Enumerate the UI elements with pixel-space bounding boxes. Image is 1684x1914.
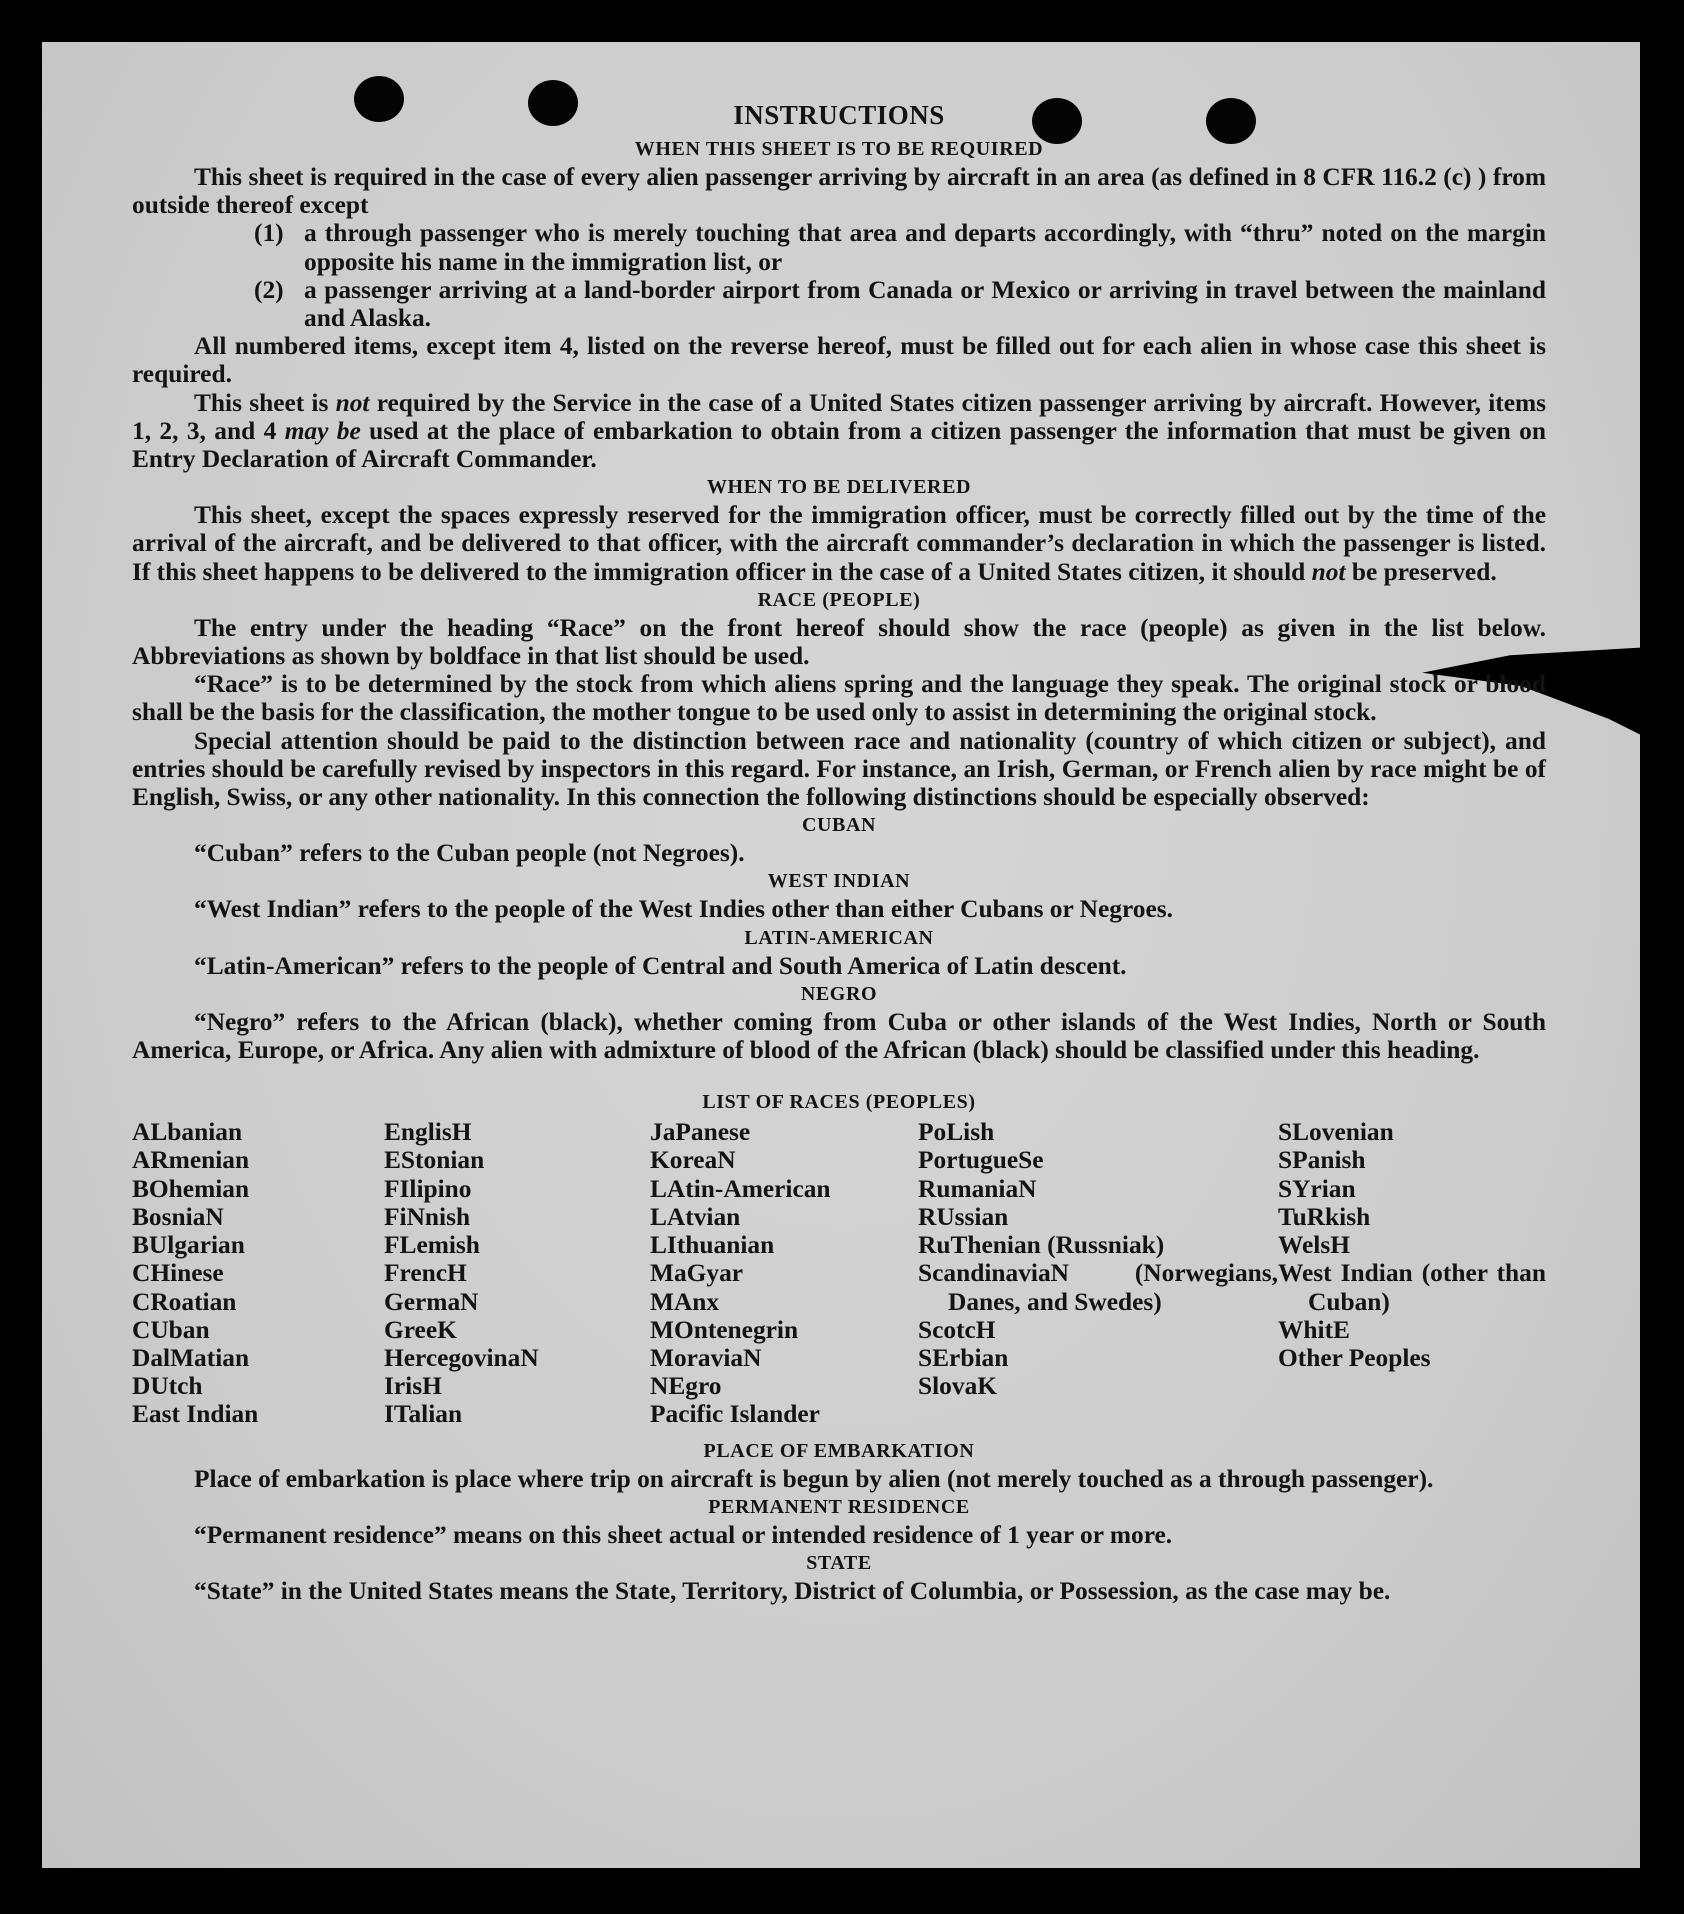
race-item: CHinese (132, 1259, 224, 1288)
race-column-2 (384, 1118, 650, 1428)
race-item: PoLish (918, 1118, 995, 1147)
race-item: ITalian (384, 1400, 463, 1429)
emphasis-text: may be (284, 416, 361, 445)
section-heading-latin-american: LATIN-AMERICAN (744, 926, 934, 949)
cuban-paragraph: “Cuban” refers to the Cuban people (not Negroes). (194, 839, 745, 868)
state-paragraph: “State” in the United States means the State, Territory, District of Columbia, or Possession, as the case may be. (194, 1576, 1391, 1605)
race-item: WelsH (1278, 1231, 1350, 1260)
text-run: used at the place of embarkation to obtain from a citizen passenger the information that must be given on Entry Declaration of Aircraft Commander. (132, 416, 1546, 474)
race-item: BosniaN (132, 1202, 224, 1231)
race-item: LAtvian (650, 1202, 741, 1231)
section-heading-list-of-races: LIST OF RACES (PEOPLES) (702, 1091, 976, 1114)
race-item: GreeK (384, 1315, 457, 1344)
race-item: SLovenian (1278, 1118, 1394, 1147)
instruction-sheet (42, 42, 1640, 1868)
race-item: FIlipino (384, 1174, 472, 1203)
intro-paragraph: This sheet is required in the case of every alien passenger arriving by aircraft in an area (as defined in 8 CFR 116.2 (c) ) from outside thereof except (132, 163, 1546, 220)
race-item: SPanish (1278, 1146, 1366, 1175)
race-column-1 (132, 1118, 384, 1428)
race-item: ScandinaviaN (Norwegians, Danes, and Swedes) (918, 1259, 1278, 1316)
race-item: West Indian (other than Cuban) (1278, 1259, 1546, 1316)
spacer (132, 1064, 1546, 1088)
race-item: MoraviaN (650, 1343, 762, 1372)
exception-text: a through passenger who is merely touching that area and departs accordingly, with “thru” noted on the margin opposite his name in the immigration list, or (304, 219, 1546, 276)
west-indian-paragraph: “West Indian” refers to the people of the West Indies other than either Cubans or Negroes. (194, 895, 1173, 924)
latin-american-paragraph: “Latin-American” refers to the people of Central and South America of Latin descent. (194, 951, 1127, 980)
citizen-paragraph (132, 389, 1546, 474)
race-item: BOhemian (132, 1174, 250, 1203)
race-column-3 (650, 1118, 918, 1428)
race-item: NEgro (650, 1372, 722, 1401)
exception-number: (1) (254, 219, 284, 248)
race-item: CRoatian (132, 1287, 237, 1316)
section-heading-when-delivered: WHEN TO BE DELIVERED (706, 476, 972, 499)
race-paragraph-2: “Race” is to be determined by the stock from which aliens spring and the language they speak. The original stock or blood shall be the basis for the classification, the mother tongue to be used only to assist in determining the original stock. (132, 670, 1546, 727)
race-item: SYrian (1278, 1174, 1356, 1203)
race-item: ALbanian (132, 1118, 243, 1147)
race-item: RUssian (918, 1202, 1009, 1231)
text-run: This sheet is (194, 388, 336, 417)
race-item: EnglisH (384, 1118, 472, 1147)
race-item: CUban (132, 1315, 210, 1344)
race-item: ARmenian (132, 1146, 250, 1175)
exception-1 (132, 219, 1546, 275)
delivered-paragraph (132, 501, 1546, 586)
race-item: KoreaN (650, 1146, 736, 1175)
race-item: Pacific Islander (650, 1400, 820, 1429)
race-paragraph-1: The entry under the heading “Race” on the front hereof should show the race (people) as given in the list below. Abbreviations as shown by boldface in that list should be used. (132, 613, 1546, 671)
text-run: required by the Service in the case of a United States citizen passenger arriving by aircraft. However, items 1, 2, 3, and 4 (132, 388, 1547, 445)
race-item: BUlgarian (132, 1231, 245, 1260)
race-item: LAtin-American (650, 1174, 831, 1203)
race-item: DalMatian (132, 1343, 250, 1372)
section-heading-negro: NEGRO (800, 982, 878, 1005)
race-item: MaGyar (650, 1259, 744, 1288)
race-item: DUtch (132, 1372, 203, 1401)
race-item: PortugueSe (918, 1146, 1044, 1175)
embarkation-paragraph: Place of embarkation is place where trip on aircraft is begun by alien (not merely touched as a through passenger). (194, 1464, 1434, 1493)
exception-text: a passenger arriving at a land-border airport from Canada or Mexico or arriving in travel between the mainland and Alaska. (304, 275, 1546, 333)
race-item: East Indian (132, 1400, 259, 1429)
document-body (132, 100, 1546, 1605)
race-item: SErbian (918, 1343, 1009, 1372)
race-item: Other Peoples (1278, 1343, 1431, 1372)
section-heading-state: STATE (806, 1551, 872, 1574)
race-item: MOntenegrin (650, 1315, 799, 1344)
exception-2 (132, 276, 1546, 332)
residence-paragraph: “Permanent residence” means on this sheet actual or intended residence of 1 year or more. (194, 1520, 1173, 1549)
section-heading-embarkation: PLACE OF EMBARKATION (703, 1439, 975, 1462)
section-heading-when-required: WHEN THIS SHEET IS TO BE REQUIRED (634, 138, 1044, 160)
text-run: be preserved. (1345, 557, 1497, 586)
race-item: GermaN (384, 1287, 479, 1316)
section-heading-permanent-residence: PERMANENT RESIDENCE (708, 1495, 970, 1518)
race-item: ScotcH (918, 1315, 996, 1344)
race-item: SlovaK (918, 1372, 998, 1401)
numbered-items-paragraph: All numbered items, except item 4, listed on the reverse hereof, must be filled out for each alien in whose case this sheet is required. (132, 332, 1546, 389)
race-paragraph-3: Special attention should be paid to the distinction between race and nationality (country of which citizen or subject), and entries should be carefully revised by inspectors in this regard. For instance, an Irish, German, or French alien by race might be of English, Swiss, or any other nationality. In this connection the following distinctions should be especially observed: (132, 726, 1546, 812)
section-heading-west-indian: WEST INDIAN (767, 870, 911, 893)
section-heading-cuban: CUBAN (801, 814, 877, 837)
race-item: TuRkish (1278, 1202, 1371, 1231)
race-item: LIthuanian (650, 1231, 775, 1260)
emphasis-text: not (1311, 557, 1346, 586)
race-item: RumaniaN (918, 1174, 1037, 1203)
race-item: IrisH (384, 1372, 442, 1401)
race-item: MAnx (650, 1287, 720, 1316)
page-title: INSTRUCTIONS (733, 100, 945, 130)
race-item: FiNnish (384, 1202, 471, 1231)
race-item: FrencH (384, 1259, 467, 1288)
text-run: This sheet, except the spaces expressly reserved for the immigration officer, must be correctly filled out by the time of the arrival of the aircraft, and be delivered to that officer, with the aircraft commander’s declaration in which the passenger is listed. If this sheet happens to be delivered to the immigration officer in the case of a United States citizen, it should (132, 501, 1546, 586)
emphasis-text: not (335, 388, 370, 417)
exception-number: (2) (254, 275, 284, 304)
race-list (132, 1118, 1546, 1428)
race-item: EStonian (384, 1146, 485, 1175)
race-column-4 (918, 1118, 1278, 1428)
negro-paragraph: “Negro” refers to the African (black), whether coming from Cuba or other islands of the West Indies, North or South America, Europe, or Africa. Any alien with admixture of blood of the African (black) should be classified under this heading. (132, 1007, 1546, 1065)
race-item: FLemish (384, 1231, 480, 1260)
race-item: RuThenian (Russniak) (918, 1231, 1165, 1260)
race-item: HercegovinaN (384, 1343, 539, 1372)
race-column-5 (1278, 1118, 1546, 1428)
race-item: JaPanese (650, 1118, 751, 1147)
race-item: WhitE (1278, 1315, 1350, 1344)
section-heading-race: RACE (PEOPLE) (757, 588, 921, 611)
